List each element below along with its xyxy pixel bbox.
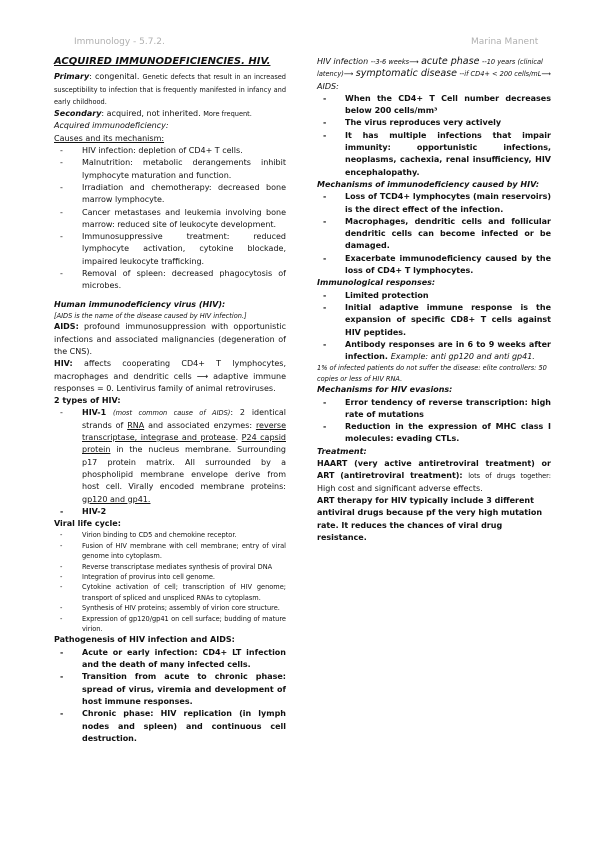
- secondary-definition: Secondary: acquired, not inherited. More frequent.: [54, 109, 252, 119]
- disease-timeline: HIV infection --3-6 weeks⟶ acute phase --10 years (clinical latency)⟶ symptomatic disease --if CD4+ < 200 cells/mL⟶ AIDS:: [317, 56, 551, 91]
- list-item: - When the CD4+ T Cell number decreases below 200 cells/mm³: [317, 93, 551, 118]
- right-column: [317, 56, 551, 544]
- cycle-heading: Viral life cycle:: [54, 519, 121, 529]
- causes-heading: Causes and its mechanism:: [54, 133, 165, 143]
- list-item: - Reduction in the expression of MHC class I molecules: evading CTLs.: [317, 421, 551, 446]
- list-item: - Loss of TCD4+ lymphocytes (main reservoirs) is the direct effect of the infection.: [317, 191, 551, 216]
- list-item: - Antibody responses are in 6 to 9 weeks after infection. Example: anti gp120 and anti gp41.: [317, 339, 551, 364]
- types-list: [54, 407, 286, 518]
- hiv-heading: Human immunodeficiency virus (HIV):: [54, 299, 226, 309]
- list-item: - Malnutrition: metabolic derangements inhibit lymphocyte maturation and function.: [54, 157, 286, 182]
- hiv-definition: HIV: affects cooperating CD4+ T lymphocytes, macrophages and dendritic cells ⟶ adaptive immune responses = 0. Lentivirus family of animal retroviruses.: [54, 359, 286, 393]
- list-item: - Limited protection: [317, 290, 551, 302]
- immunological-heading: Immunological responses:: [317, 278, 436, 288]
- treatment-heading: Treatment:: [317, 446, 367, 456]
- list-item: - Exacerbate immunodeficiency caused by the loss of CD4+ T lymphocytes.: [317, 253, 551, 278]
- list-item: - Removal of spleen: decreased phagocytosis of microbes.: [54, 268, 286, 293]
- evasion-heading: Mechanisms for HIV evasions:: [317, 385, 453, 395]
- hiv-note: [AIDS is the name of the disease caused by HIV infection.]: [54, 311, 247, 320]
- mechanisms-heading: Mechanisms of immunodeficiency caused by HIV:: [317, 179, 540, 189]
- cycle-list: [54, 530, 286, 634]
- art-text: ART therapy for HIV typically include 3 different antiviral drugs because pf the very high mutation rate. It reduces the chances of viral drug resistance.: [317, 495, 543, 542]
- causes-list: [54, 145, 286, 293]
- list-item: - Reverse transcriptase mediates synthesis of proviral DNA: [54, 562, 286, 572]
- immunological-list: [317, 290, 551, 364]
- list-item: - Expression of gp120/gp41 on cell surface; budding of mature virion.: [54, 614, 286, 635]
- evasion-list: [317, 397, 551, 446]
- list-item: - Transition from acute to chronic phase: spread of virus, viremia and development of host immune responses.: [54, 671, 286, 708]
- list-item: - Virion binding to CD5 and chemokine receptor.: [54, 530, 286, 540]
- list-item: - Cancer metastases and leukemia involving bone marrow: reduced site of leukocyte development.: [54, 207, 286, 232]
- left-column: [54, 56, 286, 745]
- list-item: - Fusion of HIV membrane with cell membrane; entry of viral genome into cytoplasm.: [54, 541, 286, 562]
- pathogenesis-list: [54, 647, 286, 745]
- acquired-heading: Acquired immunodeficiency:: [54, 121, 169, 131]
- list-item: - Acute or early infection: CD4+ LT infection and the death of many infected cells.: [54, 647, 286, 672]
- list-item-hiv1: - HIV-1 (most common cause of AIDS): 2 identical strands of RNA and associated enzymes: reverse transcriptase, integrase and protease. P24 capsid protein in the nucleus membrane. Surrounding p17 protein matrix. All surrounded by a phospholipid membrane envelope derive from host cell. Virally encoded membrane proteins: gp120 and gp41.: [54, 407, 286, 505]
- list-item: - Irradiation and chemotherapy: decreased bone marrow lymphocyte.: [54, 182, 286, 207]
- list-item: - Cytokine activation of cell; transcription of HIV genome; transport of spliced and unspliced RNAs to cytoplasm.: [54, 582, 286, 603]
- list-item: - Synthesis of HIV proteins; assembly of virion core structure.: [54, 603, 286, 613]
- list-item-hiv2: - HIV-2: [54, 506, 286, 518]
- primary-definition: Primary: congenital. Genetic defects that result in an increased susceptibility to infection that is frequently manifested in infancy and early childhood.: [54, 72, 286, 106]
- pathogenesis-heading: Pathogenesis of HIV infection and AIDS:: [54, 635, 235, 645]
- mechanisms-list: [317, 191, 551, 277]
- controllers-note: 1% of infected patients do not suffer the disease: elite controllers: 50 copies or less of HIV RNA.: [317, 364, 547, 383]
- aids-list: [317, 93, 551, 179]
- list-item: - It has multiple infections that impair immunity: opportunistic infections, neoplasms, cachexia, renal insufficiency, HIV encephalopathy.: [317, 130, 551, 179]
- header-author: Marina Manent: [471, 37, 539, 47]
- types-heading: 2 types of HIV:: [54, 396, 121, 406]
- aids-definition: AIDS: profound immunosuppression with opportunistic infections and associated malignancies (degeneration of the CNS).: [54, 322, 287, 356]
- list-item: - HIV infection: depletion of CD4+ T cells.: [54, 145, 286, 157]
- list-item: - Integration of provirus into cell genome.: [54, 572, 286, 582]
- list-item: - Immunosuppressive treatment: reduced lymphocyte activation, cytokine blockade, impaired leukocyte trafficking.: [54, 231, 286, 268]
- header-course: Immunology - 5.7.2.: [74, 37, 165, 47]
- list-item: - Macrophages, dendritic cells and follicular dendritic cells can become infected or be damaged.: [317, 216, 551, 253]
- list-item: - The virus reproduces very actively: [317, 117, 551, 129]
- list-item: - Initial adaptive immune response is the expansion of specific CD8+ T cells against HIV peptides.: [317, 302, 551, 339]
- page-title: ACQUIRED IMMUNODEFICIENCIES. HIV.: [54, 56, 271, 67]
- list-item: - Error tendency of reverse transcription: high rate of mutations: [317, 397, 551, 422]
- list-item: - Chronic phase: HIV replication (in lymph nodes and spleen) and continuous cell destruction.: [54, 708, 286, 745]
- haart-text: HAART (very active antiretroviral treatment) or ART (antiretroviral treatment): lots of drugs together: High cost and significant adverse effects.: [317, 459, 551, 493]
